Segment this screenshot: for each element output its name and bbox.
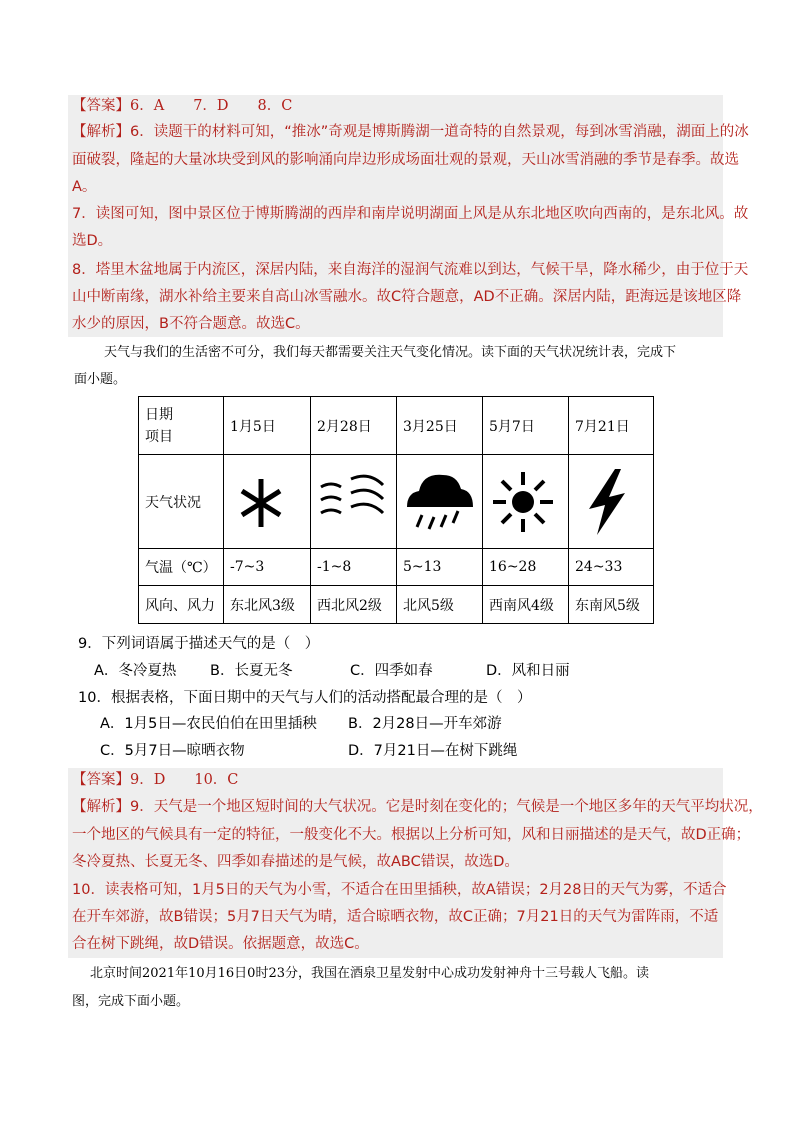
question-10-stem: 10．根据表格，下面日期中的天气与人们的活动搭配最合理的是（ ）: [78, 690, 532, 706]
lightning-icon: [575, 465, 645, 539]
row-label: 风向、风力: [139, 586, 224, 624]
temp-cell: 5~13: [397, 549, 483, 586]
analysis-text: 冬冷夏热、长夏无冬、四季如春描述的是气候，故ABC错误，故选D。: [72, 854, 519, 870]
wind-cell: 西北风2级: [311, 586, 397, 624]
option-d: D．7月21日—在树下跳绳: [348, 743, 518, 759]
answer-tag: 【答案】: [72, 98, 130, 114]
intro-text: 北京时间2021年10月16日0时23分，我国在酒泉卫星发射中心成功发射神舟十三号载人飞船。读: [90, 966, 649, 981]
header-label-date: 日期: [145, 406, 173, 423]
analysis-text: 水少的原因，B不符合题意。故选C。: [72, 316, 310, 332]
wind-row: [139, 586, 654, 624]
intro-text: 图，完成下面小题。: [72, 994, 190, 1009]
date-cell: 7月21日: [569, 397, 654, 455]
date-cell: 1月5日: [224, 397, 311, 455]
weather-icon-cell: [569, 455, 654, 549]
weather-icon-cell: [397, 455, 483, 549]
wind-cell: 西南风4级: [483, 586, 569, 624]
analysis-text: 选D。: [72, 233, 113, 249]
option-b: B．2月28日—开车郊游: [348, 716, 502, 732]
intro-text: 天气与我们的生活密不可分，我们每天都需要关注天气变化情况。读下面的天气状况统计表，完成下: [104, 345, 677, 360]
fog-icon: [317, 467, 393, 537]
temp-cell: 16~28: [483, 549, 569, 586]
analysis-text: 10．读表格可知，1月5日的天气为小雪，不适合在田里插秧，故A错误；2月28日的天气为雾，不适合: [72, 882, 727, 898]
analysis-line-1: [72, 122, 749, 142]
analysis-tag: 【解析】: [72, 799, 130, 815]
analysis-text: 8．塔里木盆地属于内流区，深居内陆，来自海洋的湿润气流难以到达，气候干旱，降水稀少，由于位于天: [72, 262, 749, 278]
weather-row: [139, 455, 654, 549]
analysis-text: 7．读图可知，图中景区位于博斯腾湖的西岸和南岸说明湖面上风是从东北地区吹向西南的，是东北风。故: [72, 206, 749, 222]
weather-table: [138, 396, 654, 624]
analysis-text: 面破裂，隆起的大量冰块受到风的影响涌向岸边形成场面壮观的景观，天山冰雪消融的季节是春季。故选: [72, 152, 739, 168]
rain-icon: [403, 467, 477, 537]
analysis-text: 一个地区的气候具有一定的特征，一般变化不大。根据以上分析可知，风和日丽描述的是天气，故D正确；: [72, 827, 751, 843]
table-header-row: [139, 397, 654, 455]
temp-cell: -7~3: [224, 549, 311, 586]
analysis-tag: 【解析】: [72, 124, 130, 140]
analysis-text: 9．天气是一个地区短时间的大气状况。它是时刻在变化的；气候是一个地区多年的天气平均状况，: [130, 799, 763, 815]
row-label: 天气状况: [139, 455, 224, 549]
answer-line-1: [72, 96, 292, 116]
analysis-text: 山中断南缘，湖水补给主要来自高山冰雪融水。故C符合题意，AD不正确。深居内陆，距海远是该地区降: [72, 289, 742, 305]
weather-icon-cell: [483, 455, 569, 549]
temp-cell: 24~33: [569, 549, 654, 586]
header-cell: [139, 397, 224, 455]
weather-icon-cell: [224, 455, 311, 549]
date-cell: 5月7日: [483, 397, 569, 455]
wind-cell: 东北风3级: [224, 586, 311, 624]
analysis-text: 在开车郊游，故B错误；5月7日天气为晴，适合晾晒衣物，故C正确；7月21日的天气为雷阵雨，不适: [72, 909, 719, 925]
option-b: B．长夏无冬: [210, 663, 293, 679]
question-9-stem: 9．下列词语属于描述天气的是（ ）: [78, 636, 320, 652]
header-label-item: 项目: [145, 428, 173, 445]
answer-tag: 【答案】: [72, 772, 130, 788]
option-a: A．1月5日—农民伯伯在田里插秧: [100, 716, 317, 732]
answer-values: 6．A 7．D 8．C: [130, 98, 293, 114]
answer-line-2: [72, 770, 238, 790]
row-label: 气温（℃）: [139, 549, 224, 586]
analysis-text: 6．读题干的材料可知，“推冰”奇观是博斯腾湖一道奇特的自然景观，每到冰雪消融，湖面上的冰: [130, 124, 749, 140]
wind-cell: 北风5级: [397, 586, 483, 624]
analysis-text: A。: [72, 179, 97, 195]
wind-cell: 东南风5级: [569, 586, 654, 624]
answer-values: 9．D 10．C: [130, 772, 239, 788]
option-d: D．风和日丽: [486, 663, 570, 679]
temp-row: [139, 549, 654, 586]
option-a: A．冬冷夏热: [94, 663, 177, 679]
option-c: C．四季如春: [350, 663, 433, 679]
analysis-text: 合在树下跳绳，故D错误。依据题意，故选C。: [72, 936, 369, 952]
date-cell: 3月25日: [397, 397, 483, 455]
weather-icon-cell: [311, 455, 397, 549]
intro-text: 面小题。: [74, 372, 127, 387]
option-c: C．5月7日—晾晒衣物: [100, 743, 245, 759]
date-cell: 2月28日: [311, 397, 397, 455]
snow-icon: [230, 467, 302, 537]
temp-cell: -1~8: [311, 549, 397, 586]
sun-icon: [489, 467, 561, 537]
analysis-line-2: [72, 797, 763, 817]
